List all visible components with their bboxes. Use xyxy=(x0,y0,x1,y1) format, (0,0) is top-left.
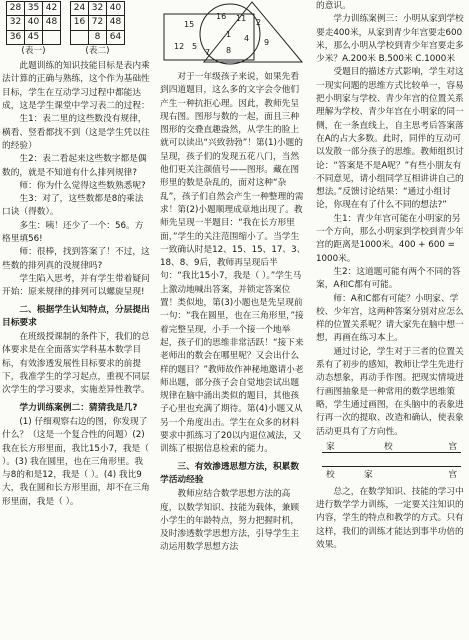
table-cell: 48 xyxy=(107,16,125,30)
paragraph: 的意识。 xyxy=(316,1,351,11)
table-1-caption: (表一) xyxy=(21,45,46,56)
table-cell: 8 xyxy=(89,30,107,44)
table-cell: 35 xyxy=(25,2,43,16)
diagram-number: 4 xyxy=(244,34,250,43)
label-home: 家 xyxy=(326,441,335,452)
diagram-number: 15 xyxy=(184,20,195,29)
paragraph: 师：你为什么觉得这些数熟悉呢? xyxy=(19,180,146,191)
paragraph: 师：A和C都有可能？小明家、学校、少年宫，这两种答案分别对应怎么样的位置关系呢？请大家先在脑中想一想，再画在练习本上。 xyxy=(316,293,464,344)
label-palace: 宫 xyxy=(448,469,457,480)
table-2-caption: (表二) xyxy=(85,45,110,56)
column-2 xyxy=(160,71,307,555)
table-2-wrap xyxy=(70,1,125,58)
paragraph: 此题训练的知识技能目标是表内乘法计算的正确与熟练，这个作为基础性目标，学生在互动学习过程中都能达成，这是学生课堂中学习表二的过程： xyxy=(2,61,150,112)
table-cell xyxy=(71,30,89,44)
case-heading: 学力训练案例二：猜猜我是几? xyxy=(19,402,138,413)
paragraph: 生2：表二看起来这些数字都是偶数的，就是不知道有什么排列规律? xyxy=(2,154,147,178)
column-1 xyxy=(2,0,151,509)
diagram-number: 5 xyxy=(192,42,198,51)
table-cell: 45 xyxy=(25,30,43,44)
table-cell: 72 xyxy=(89,16,107,30)
position-line-2 xyxy=(322,462,461,484)
diagram-number: 1 xyxy=(226,30,232,39)
section-heading: 二、根据学生认知特点，分层提出目标要求 xyxy=(2,304,150,328)
table-cell: 40 xyxy=(25,16,43,30)
shape-diagram xyxy=(160,0,307,68)
table-cell: 36 xyxy=(7,30,25,44)
label-palace: 宫 xyxy=(448,441,457,452)
paragraph: 通过讨论，学生对于三者的位置关系有了初步的感知，教师让学生先进行动态想象，再动手作图。把现实情境进行画图抽象是一种常用的数学思维策略，学生通过画图，在头脑中的表象进行再一次的提取、改造和确认，使表象活动更具有了方向性。 xyxy=(316,346,464,437)
label-school: 校 xyxy=(384,441,393,452)
paragraph: 对于一年级孩子来说，如果先看到四道题目，这么多的文字会令他们产生一种抗拒心理。因此，教师先呈现右图。图形与数的一起，面且三种图形的交叠直趣盎然，从学生的脸上就可以读出“兴致勃勃”！第(1)小题的呈现，孩子们的发现五花八门，当然他们更关注颜值号——图形。藏在图形里的数是杂乱的，面对这种“杂乱”，孩子们自然会产生一种整理的需求！第(2)小题顺理成章地出现了。教师先呈现一半题目：“我在长方形里面，”学生的关注范围缩小了。当学生一致确认时是12、15、15、17、3、18、8、9后，教师再呈现后半句：“我比15小7，我是（ ）。”学生马上激动地喊出答案，并锁定答案位置！类似地，第(3)小题也是先呈现前一句：“我在圆里，也在三角形里，”接着完整呈现，小手一个接一个地举起，孩子们的思维非常活跃！“接下来老师出的数会在哪里呢？又会出什么样的题目？”教师故作神秘地邀请小老师出题，部分孩子会自觉地尝试出题规律在脑中涌出类似的题目，其他孩子心里也充满了期待。第(4)小题又从另一个角度出击。学生在众多的材料要求中抓练习了20以内退位减法，又训练了根据信息检索的能力。 xyxy=(160,72,306,455)
diagram-number: 8 xyxy=(226,46,232,55)
paragraph: 教师应结合数学思想方法的高度，以数学知识、技能为载体，兼顾小学生的年龄特点，努力把握时机，及时渗透数学思想方法，引导学生主动运用数学思想方法 xyxy=(160,489,299,553)
column-3 xyxy=(316,0,467,552)
table-cell xyxy=(43,30,61,44)
table-cell: 32 xyxy=(89,2,107,16)
table-1-wrap xyxy=(6,1,61,58)
paragraph: 多生：咦！还少了一个：56。方格里填56! xyxy=(2,220,144,245)
diagram-number: 12 xyxy=(174,42,185,51)
paragraph: 生1：表二里的这些数没有规律，横看、竖看都找不到（这是学生凭以往的经验） xyxy=(2,114,150,151)
table-2 xyxy=(70,1,125,45)
diagram-number: 7 xyxy=(205,48,211,57)
diagram-svg xyxy=(160,0,307,68)
diagram-number: 11 xyxy=(236,14,247,23)
table-1 xyxy=(6,1,61,45)
table-cell: 24 xyxy=(71,2,89,16)
paragraph: 生1：青少年宫可能在小明家的另一个方向，那么小明家到学校到青少年宫的距离是1000米。400 + 600 = 1000米。 xyxy=(316,213,464,264)
label-school: 校 xyxy=(326,469,335,480)
paragraph: 在班级授课制的条件下，我们的总体要求是在全面落实学科基本数学目标，有效渗透发展性目标要求的前提下，我准学生的学习起点，重视不同层次学生的学习要求，实施差异性教学。 xyxy=(2,332,150,396)
diagram-number: 16 xyxy=(216,12,227,21)
table-cell: 40 xyxy=(107,2,125,16)
position-line-1 xyxy=(322,442,461,462)
table-cell: 32 xyxy=(7,16,25,30)
paragraph: 总之，在数学知识、技能的学习中进行数学学力训练，一定要关注知识的内容，学生的特点和教学的方式。只有这样，我们的训练才能达到事半功倍的效果。 xyxy=(316,486,464,550)
label-home: 家 xyxy=(364,469,373,480)
paragraph: 受题目的描述方式影响，学生对这一现实问题的思维方式比较单一，容易把小明家与学校、青少年宫的位置关系理解为学校、青少年宫在小明家的同一侧，在一条直线上，自主思考后答案落在A的占大多数。此时，同伴的互动可以发散一部分孩子的思维。教师组织讨论：“答案是不是A呢？”有些小朋友有不同意见，请小组同学互相讲讲自己的想法。”反馈讨论结果：“通过小组讨论，你现在有了什么不同的想法?” xyxy=(316,67,464,211)
table-cell: 64 xyxy=(107,30,125,44)
paragraph: 学力训练案例三：小明从家到学校要走400米，从家到青少年宫要走600米，那么小明从学校到青少年宫要走多少米？A.200米 B.500米 C.1000米 xyxy=(316,14,464,65)
table-cell: 42 xyxy=(43,2,61,16)
table-cell: 16 xyxy=(71,16,89,30)
section-heading: 三、有效渗透思想方法，积累数学活动经验 xyxy=(160,461,300,485)
paragraph: 学生陷入思考，并有学生带着疑问开始：原来规律的排列可以螺旋呈现! xyxy=(2,273,150,298)
table-cell: 48 xyxy=(43,16,61,30)
diagram-number: 9 xyxy=(264,38,270,47)
table-cell: 28 xyxy=(7,2,25,16)
paragraph: 师：很棒，找到答案了！不过，这些数的排列真的没规律吗? xyxy=(2,247,150,271)
diagram-number: 2 xyxy=(256,18,262,27)
paragraph: (1) 仔细观察右边的图，你发现了什么？（这是一个复合性的问题）(2) 我在长方形里面，我比15小7，我是（ ）。(3) 我在圆里，也在三角形里。我与8的和是12，我是（ ）。(4) 我比9大，我在圆和长方形里面，却不在三角形里面，我是（ ）。 xyxy=(2,416,150,507)
paragraph: 生2：这道题可能有两个不同的答案，A和C都有可能。 xyxy=(316,266,461,291)
paragraph: 生3：对了，这些数都是8的乘法口诀（得数）。 xyxy=(2,194,144,218)
number-line xyxy=(322,466,461,467)
tables-row xyxy=(6,1,151,58)
